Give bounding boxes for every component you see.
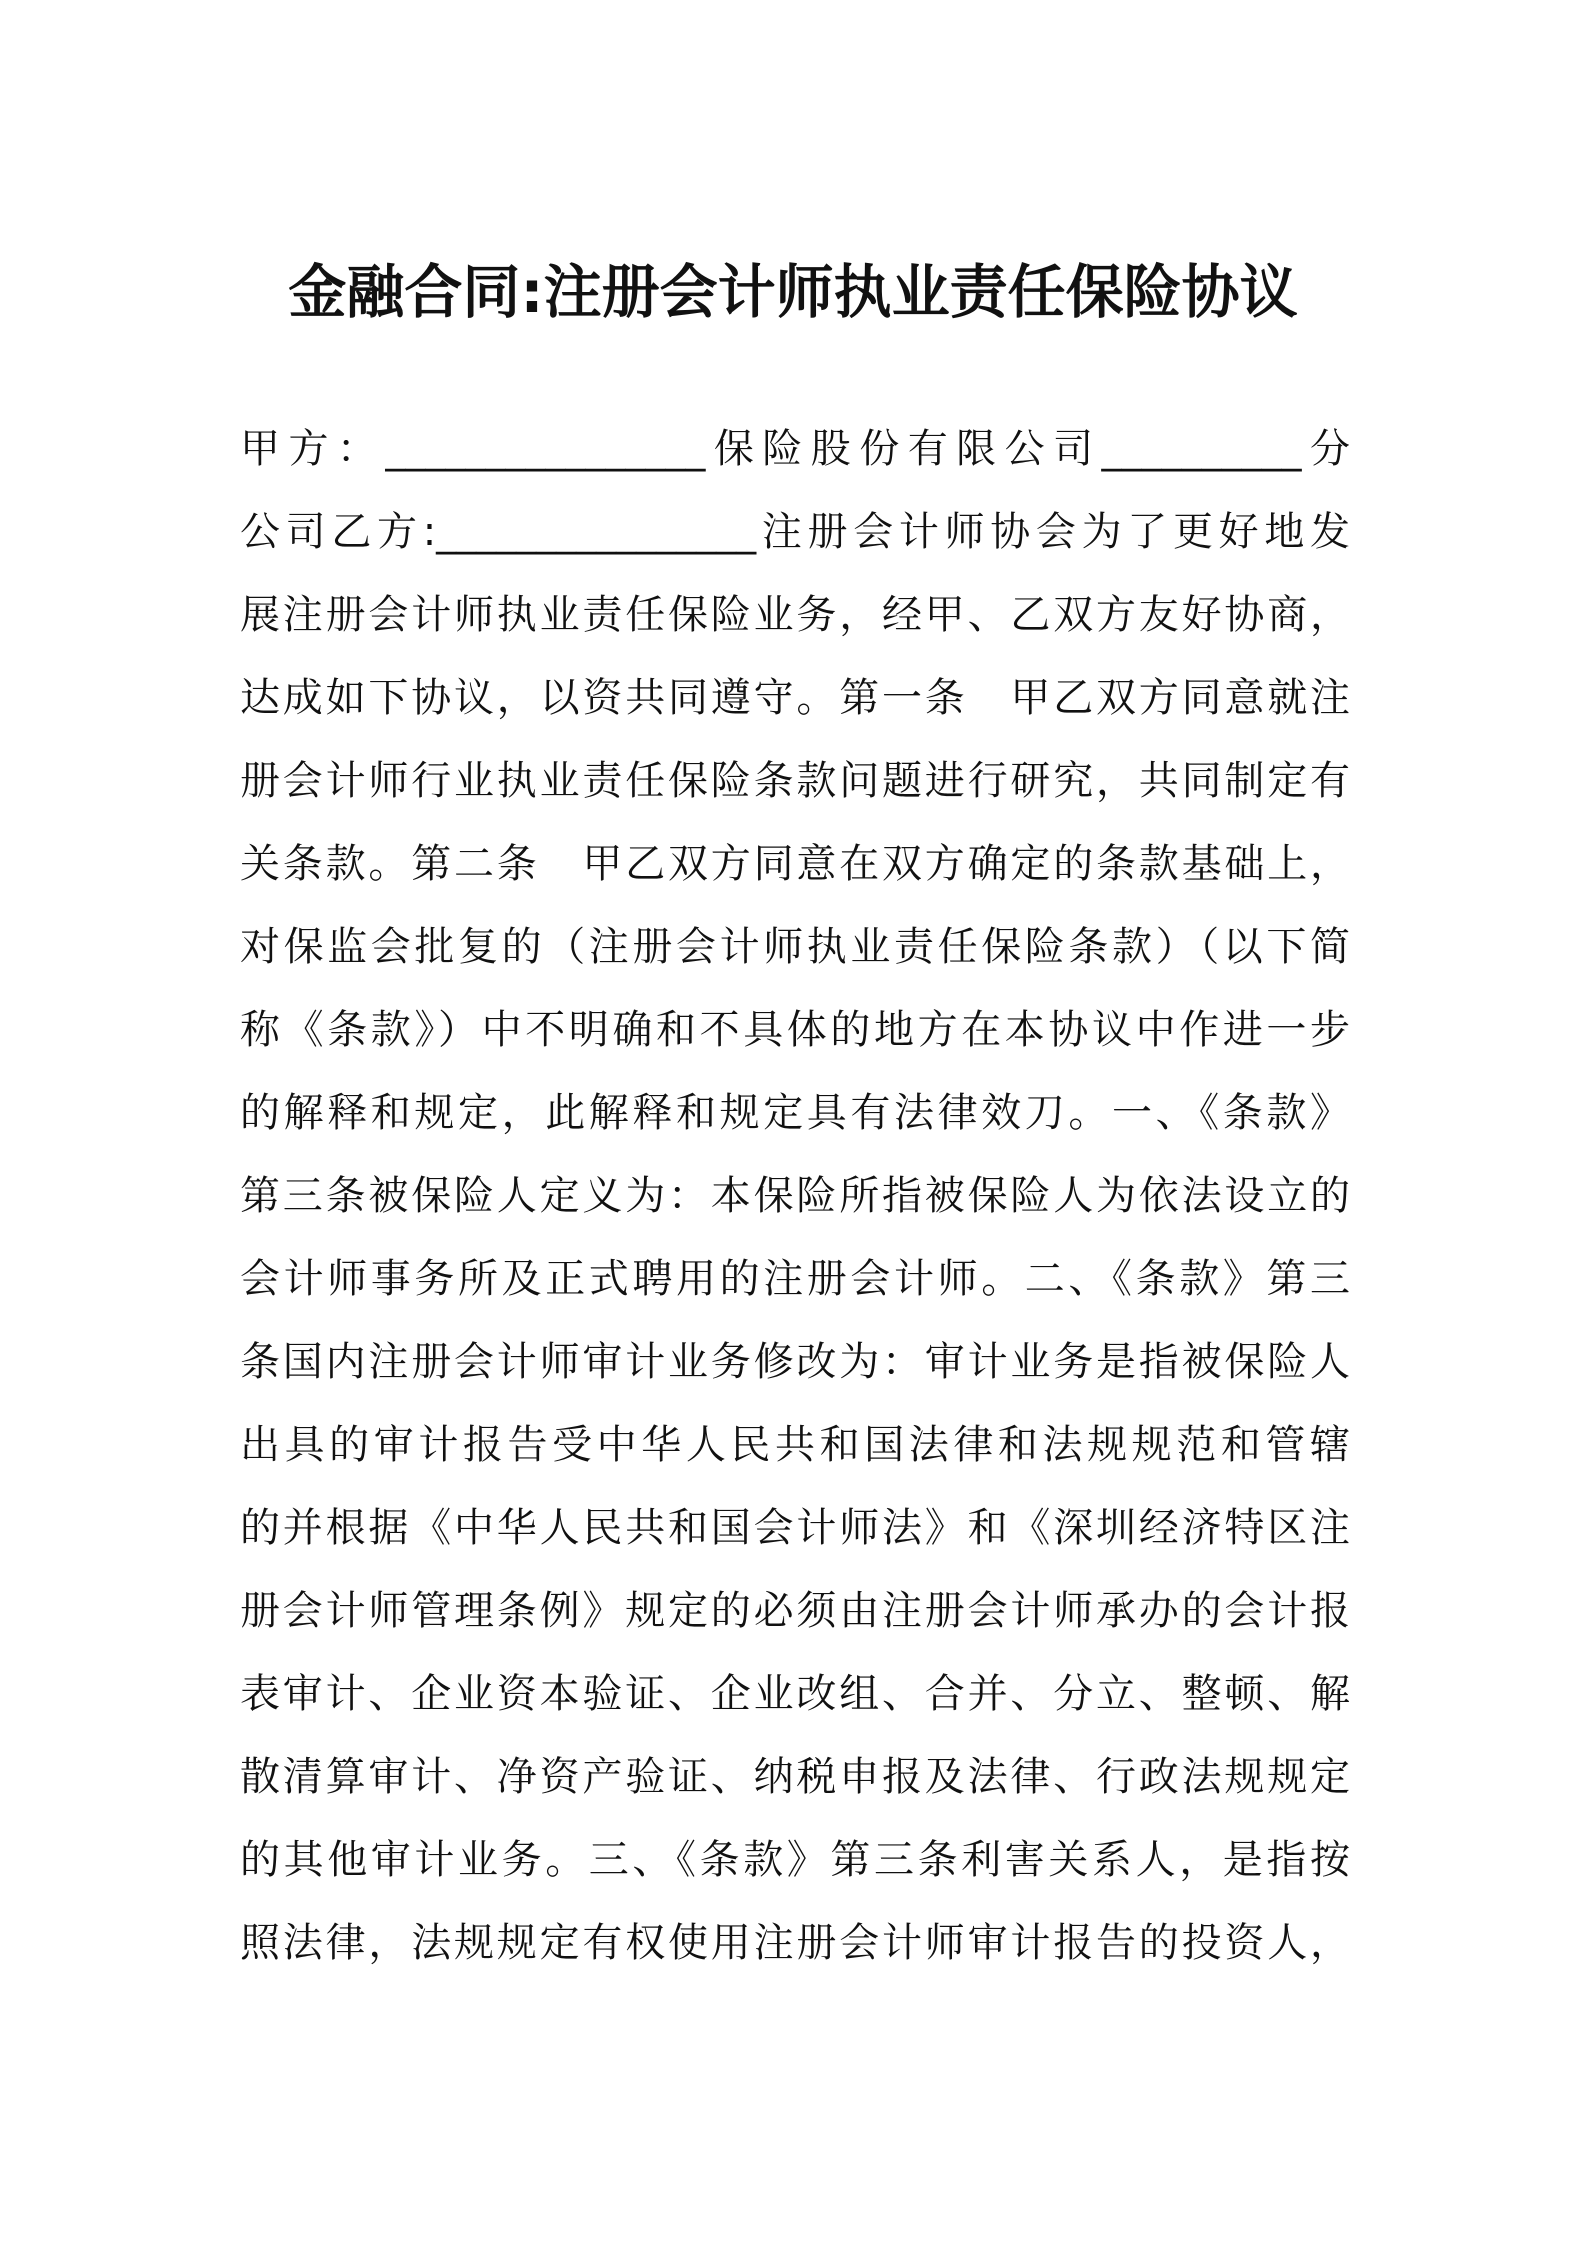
body-line: 册会计师管理条例》规定的必须由注册会计师承办的会计报 [240,1588,1350,1634]
body-line: 册会计师行业执业责任保险条款问题进行研究，共同制定有 [240,758,1350,804]
body-line: 的并根据《中华人民共和国会计师法》和《深圳经济特区注 [240,1505,1350,1551]
body-line: 的其他审计业务。三、《条款》第三条利害关系人，是指按 [240,1837,1350,1883]
body-line: 称《条款》）中不明确和不具体的地方在本协议中作进一步 [240,1007,1350,1053]
body-line: 条国内注册会计师审计业务修改为：审计业务是指被保险人 [240,1339,1350,1385]
body-line: 表审计、企业资本验证、企业改组、合并、分立、整顿、解 [240,1671,1350,1717]
body-line: 对保监会批复的（注册会计师执业责任保险条款）（以下简 [240,924,1350,970]
body-line: 甲方：________________保险股份有限公司__________分 [240,426,1350,472]
body-line: 关条款。第二条 甲乙双方同意在双方确定的条款基础上， [240,841,1350,887]
body-line: 出具的审计报告受中华人民共和国法律和法规规范和管辖 [240,1422,1350,1468]
body-line: 公司乙方:________________注册会计师协会为了更好地发 [240,509,1350,555]
body-line: 第三条被保险人定义为：本保险所指被保险人为依法设立的 [240,1173,1350,1219]
body-line: 散清算审计、净资产验证、纳税申报及法律、行政法规规定 [240,1754,1350,1800]
document-title: 金融合同:注册会计师执业责任保险协议 [288,258,1298,326]
body-line: 会计师事务所及正式聘用的注册会计师。二、《条款》第三 [240,1256,1350,1302]
body-line: 展注册会计师执业责任保险业务，经甲、乙双方友好协商， [240,592,1350,638]
body-line: 达成如下协议，以资共同遵守。第一条 甲乙双方同意就注 [240,675,1350,721]
body-line: 的解释和规定，此解释和规定具有法律效刀。一、《条款》 [240,1090,1350,1136]
body-line: 照法律，法规规定有权使用注册会计师审计报告的投资人， [240,1920,1350,1966]
document-body [240,408,1350,1985]
